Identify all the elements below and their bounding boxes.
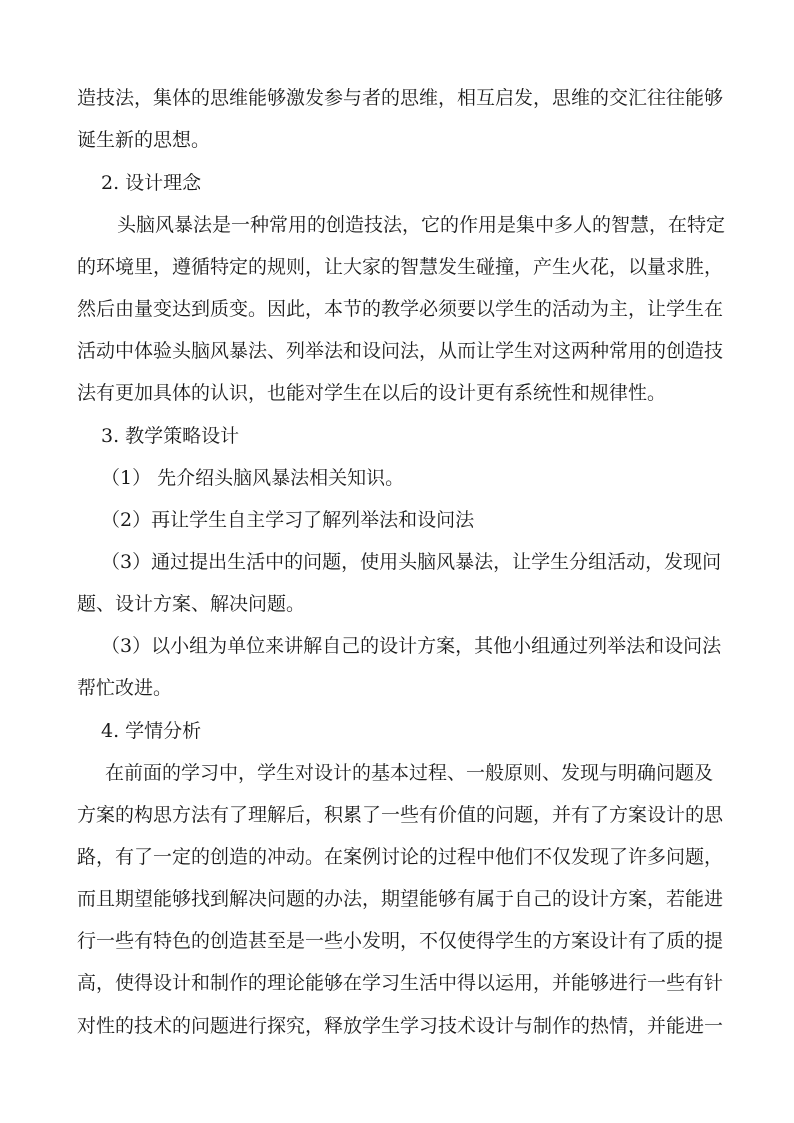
paragraph-line: 法有更加具体的认识，也能对学生在以后的设计更有系统性和规律性。 xyxy=(77,382,667,404)
list-item-continuation: 帮忙改进。 xyxy=(77,677,173,699)
paragraph-line: 的环境里，遵循特定的规则，让大家的智慧发生碰撞，产生火花，以量求胜， xyxy=(77,256,724,278)
paragraph-line: 头脑风暴法是一种常用的创造技法，它的作用是集中多人的智慧，在特定 xyxy=(117,214,726,236)
paragraph-line: 活动中体验头脑风暴法、列举法和设问法，从而让学生对这两种常用的创造技 xyxy=(77,340,724,362)
list-item: （3）以小组为单位来讲解自己的设计方案，其他小组通过列举法和设问法 xyxy=(101,635,722,657)
list-item: （1） 先介绍头脑风暴法相关知识。 xyxy=(101,467,405,489)
section-heading: 3. 教学策略设计 xyxy=(101,425,240,447)
paragraph-line: 造技法，集体的思维能够激发参与者的思维，相互启发，思维的交汇往往能够 xyxy=(77,87,724,109)
paragraph-line: 然后由量变达到质变。因此，本节的教学必须要以学生的活动为主，让学生在 xyxy=(77,298,724,320)
paragraph-line: 而且期望能够找到解决问题的办法，期望能够有属于自己的设计方案，若能进 xyxy=(77,888,724,910)
paragraph-line: 行一些有特色的创造甚至是一些小发明，不仅使得学生的方案设计有了质的提 xyxy=(77,930,724,952)
list-item: （2）再让学生自主学习了解列举法和设问法 xyxy=(101,509,475,531)
paragraph-line: 高，使得设计和制作的理论能够在学习生活中得以运用，并能够进行一些有针 xyxy=(77,972,724,994)
list-item: （3）通过提出生活中的问题，使用头脑风暴法，让学生分组活动，发现问 xyxy=(101,551,722,573)
paragraph-line: 方案的构思方法有了理解后，积累了一些有价值的问题，并有了方案设计的思 xyxy=(77,804,724,826)
paragraph-line: 在前面的学习中，学生对设计的基本过程、一般原则、发现与明确问题及 xyxy=(105,762,714,784)
paragraph-line: 诞生新的思想。 xyxy=(77,129,211,151)
paragraph-line: 路，有了一定的创造的冲动。在案例讨论的过程中他们不仅发现了许多问题， xyxy=(77,846,724,868)
list-item-continuation: 题、设计方案、解决问题。 xyxy=(77,593,306,615)
section-heading: 4. 学情分析 xyxy=(101,720,202,742)
paragraph-line: 对性的技术的问题进行探究，释放学生学习技术设计与制作的热情，并能进一 xyxy=(77,1015,724,1037)
section-heading: 2. 设计理念 xyxy=(101,172,202,194)
